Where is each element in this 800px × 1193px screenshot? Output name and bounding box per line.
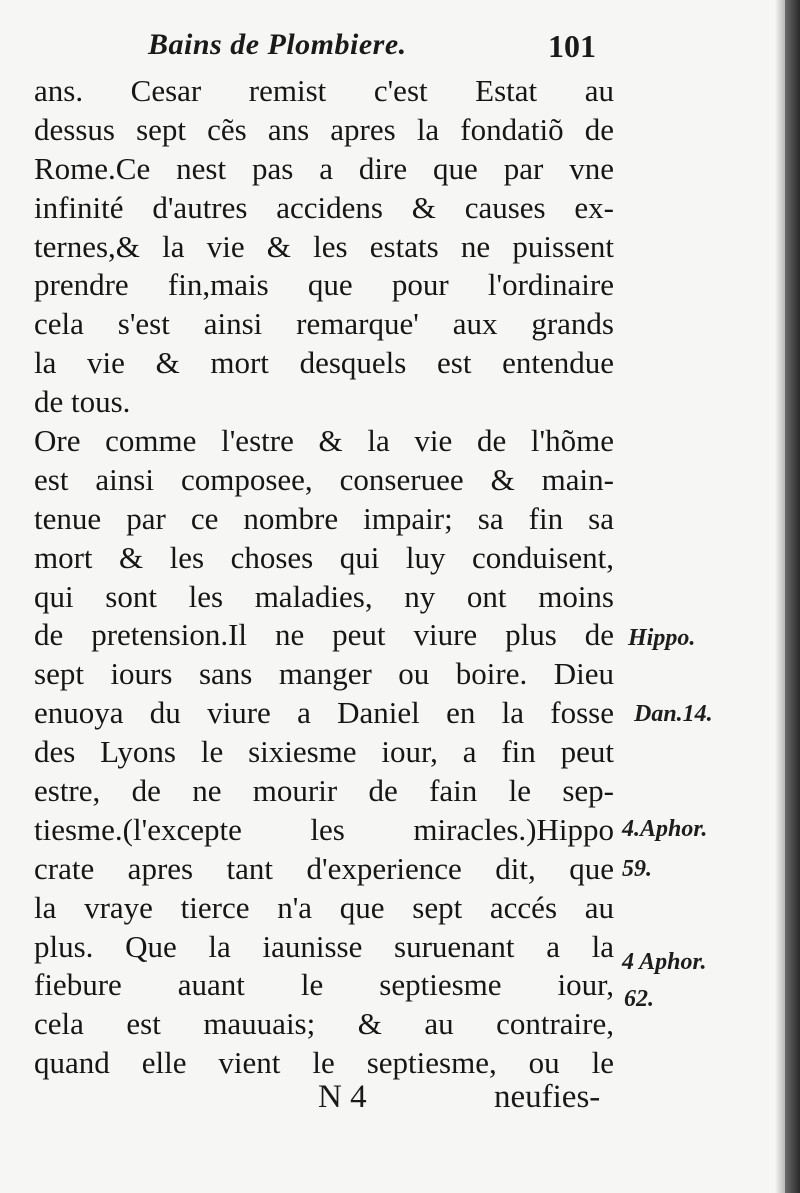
text-line: sept iours sans manger ou boire. Dieu bbox=[34, 656, 614, 692]
text-line: enuoya du viure a Daniel en la fosse bbox=[34, 695, 614, 731]
text-line: Ore comme l'estre & la vie de l'hõme bbox=[34, 423, 614, 459]
text-line: ans. Cesar remist c'est Estat au bbox=[34, 73, 614, 108]
text-line: la vraye tierce n'a que sept accés au bbox=[34, 889, 614, 925]
body-text bbox=[34, 72, 614, 1083]
text-line: tenue par ce nombre impair; sa fin sa bbox=[34, 500, 614, 536]
text-line: de tous. bbox=[34, 384, 131, 420]
text-line: prendre fin,mais que pour l'ordinaire bbox=[34, 267, 614, 303]
text-line: mort & les choses qui luy conduisent, bbox=[34, 539, 614, 575]
running-head: Bains de Plombiere. bbox=[148, 28, 407, 61]
margin-note-aphorism-a-number: 59. bbox=[622, 856, 652, 882]
text-line: est ainsi composee, conseruee & main- bbox=[34, 461, 614, 497]
page-footer bbox=[0, 1075, 785, 1125]
text-line: Rome.Ce nest pas a dire que par vne bbox=[34, 150, 614, 186]
text-line: estre, de ne mourir de fain le sep- bbox=[34, 773, 614, 809]
text-line: tiesme.(l'excepte les miracles.)Hippo bbox=[34, 811, 614, 847]
signature-mark: N 4 bbox=[318, 1079, 367, 1115]
text-line: quand elle vient le septiesme, ou le bbox=[34, 1045, 614, 1081]
margin-note-aphorism-b: 4 Aphor. bbox=[622, 949, 707, 975]
text-line: infinité d'autres accidens & causes ex- bbox=[34, 189, 614, 225]
margin-note-daniel: Dan.14. bbox=[634, 701, 713, 727]
text-line: des Lyons le sixiesme iour, a fin peut bbox=[34, 734, 614, 770]
text-line: dessus sept cẽs ans apres la fondatiõ de bbox=[34, 111, 614, 147]
text-line: la vie & mort desquels est entendue bbox=[34, 345, 614, 381]
text-line: qui sont les maladies, ny ont moins bbox=[34, 578, 614, 614]
page-number: 101 bbox=[548, 28, 596, 64]
text-line: ternes,& la vie & les estats ne puissent bbox=[34, 228, 614, 264]
margin-note-hippo: Hippo. bbox=[628, 625, 696, 651]
margin-note-aphorism-a: 4.Aphor. bbox=[622, 816, 708, 842]
catchword: neufies- bbox=[494, 1079, 601, 1115]
text-line: fiebure auant le septiesme iour, bbox=[34, 967, 614, 1003]
text-line: cela est mauuais; & au contraire, bbox=[34, 1006, 614, 1042]
text-line: crate apres tant d'experience dit, que bbox=[34, 850, 614, 886]
page-header bbox=[0, 22, 785, 66]
text-line: cela s'est ainsi remarque' aux grands bbox=[34, 306, 614, 342]
book-spine-edge bbox=[785, 0, 800, 1193]
text-line: plus. Que la iaunisse suruenant a la bbox=[34, 928, 614, 964]
margin-note-aphorism-b-number: 62. bbox=[624, 986, 654, 1012]
text-line: de pretension.Il ne peut viure plus de bbox=[34, 617, 614, 653]
